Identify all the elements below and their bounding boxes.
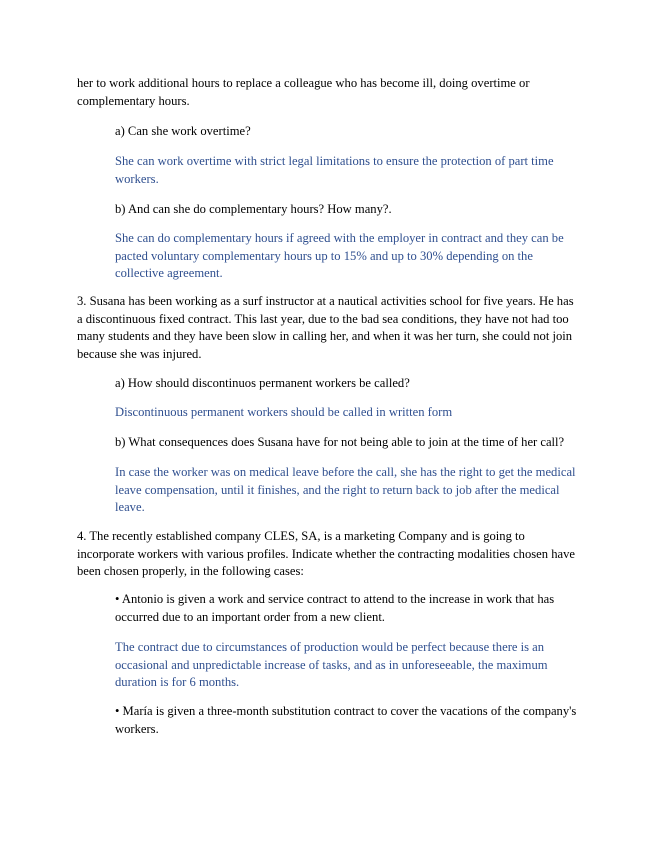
- question-2a: a) Can she work overtime?: [115, 124, 251, 138]
- answer-3b: In case the worker was on medical leave before the call, she has the right to get the medical leave compensation, until it finishes, and the right to return back to job after the medical leave.: [115, 465, 576, 515]
- question-4-antonio: • Antonio is given a work and service contract to attend to the increase in work that has occurred due to an important order from a new client.: [115, 592, 555, 624]
- intro-continuation-paragraph: her to work additional hours to replace a colleague who has become ill, doing overtime or complementary hours.: [77, 76, 530, 108]
- question-4-maria: • María is given a three-month substitution contract to cover the vacations of the company's workers.: [115, 704, 577, 736]
- question-3: 3. Susana has been working as a surf instructor at a nautical activities school for five years. He has a discontinuous fixed contract. This last year, due to the bad sea conditions, they have not had too many students and they have been slow in calling her, and when it was her turn, she could not join because she was injured.: [77, 294, 574, 361]
- answer-2b: She can do complementary hours if agreed with the employer in contract and they can be pacted voluntary complementary hours up to 15% and up to 30% depending on the collective agreement.: [115, 231, 564, 281]
- question-4: 4. The recently established company CLES, SA, is a marketing Company and is going to incorporate workers with various profiles. Indicate whether the contracting modalities chosen have been chosen properly, in the following cases:: [77, 529, 575, 579]
- answer-2a: She can work overtime with strict legal limitations to ensure the protection of part time workers.: [115, 154, 554, 186]
- answer-3a: Discontinuous permanent workers should be called in written form: [115, 405, 453, 419]
- answer-4-antonio: The contract due to circumstances of production would be perfect because there is an occasional and unpredictable increase of tasks, and as in unforeseeable, the maximum duration is for 6 months.: [115, 640, 548, 690]
- question-3a: a) How should discontinuos permanent workers be called?: [115, 376, 410, 390]
- question-3b: b) What consequences does Susana have for not being able to join at the time of her call?: [115, 435, 565, 449]
- question-2b: b) And can she do complementary hours? How many?.: [115, 202, 392, 216]
